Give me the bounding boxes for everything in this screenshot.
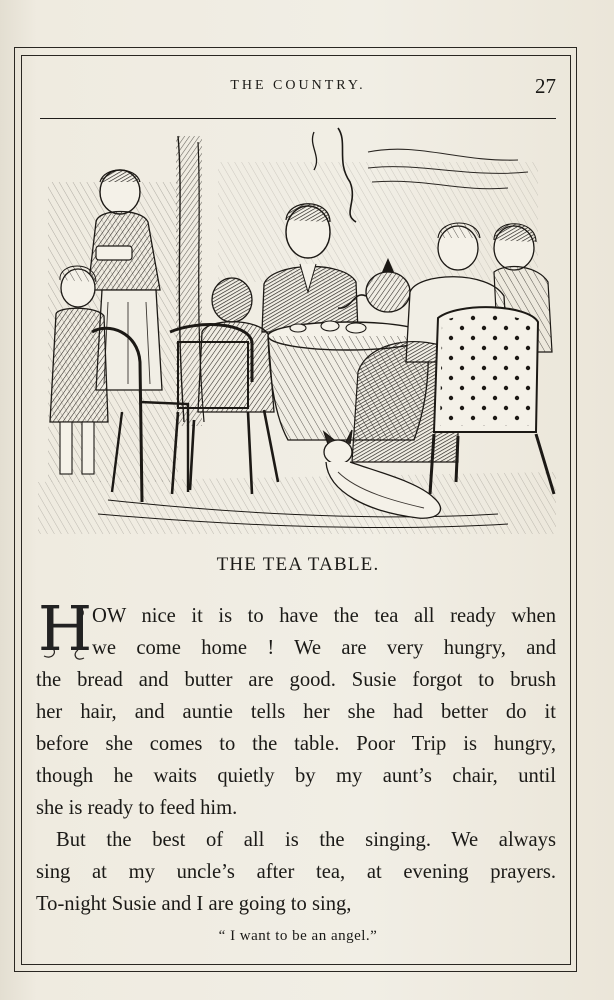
illustration-caption: THE TEA TABLE. [216,554,380,575]
text-line-4: her hair, and auntie tells her she had better do it [36,701,556,723]
text-line-8: But the best of all is the singing. We always [56,829,556,851]
text-line-9: sing at my uncle’s after tea, at evening prayers. [36,861,556,883]
text-line-5: before she comes to the table. Poor Trip is hungry, [36,733,556,755]
text-line-2: we come home ! We are very hungry, and [92,637,556,659]
page-number: 27 [535,74,556,98]
drop-cap [38,592,93,665]
text-line-3: the bread and butter are good. Susie forgot to brush [36,669,556,691]
song-title-quote: “ I want to be an angel.” [218,928,378,944]
upholstered-chair [430,307,554,494]
body-text [36,592,556,920]
drop-cap-letter: H [38,592,93,665]
teapot [366,272,410,312]
running-title: THE COUNTRY. [230,78,366,93]
header-rule [40,118,556,119]
text-line-10: To-night Susie and I are going to sing, [36,893,352,915]
text-line-6: though he waits quietly by my aunt’s chair, until [36,765,556,787]
running-head [40,76,556,100]
child-seated-figure [198,278,274,412]
text-line-7: she is ready to feed him. [36,797,238,819]
tea-table-engraving [38,122,556,534]
text-line-1: OW nice it is to have the tea all ready when [92,605,556,627]
